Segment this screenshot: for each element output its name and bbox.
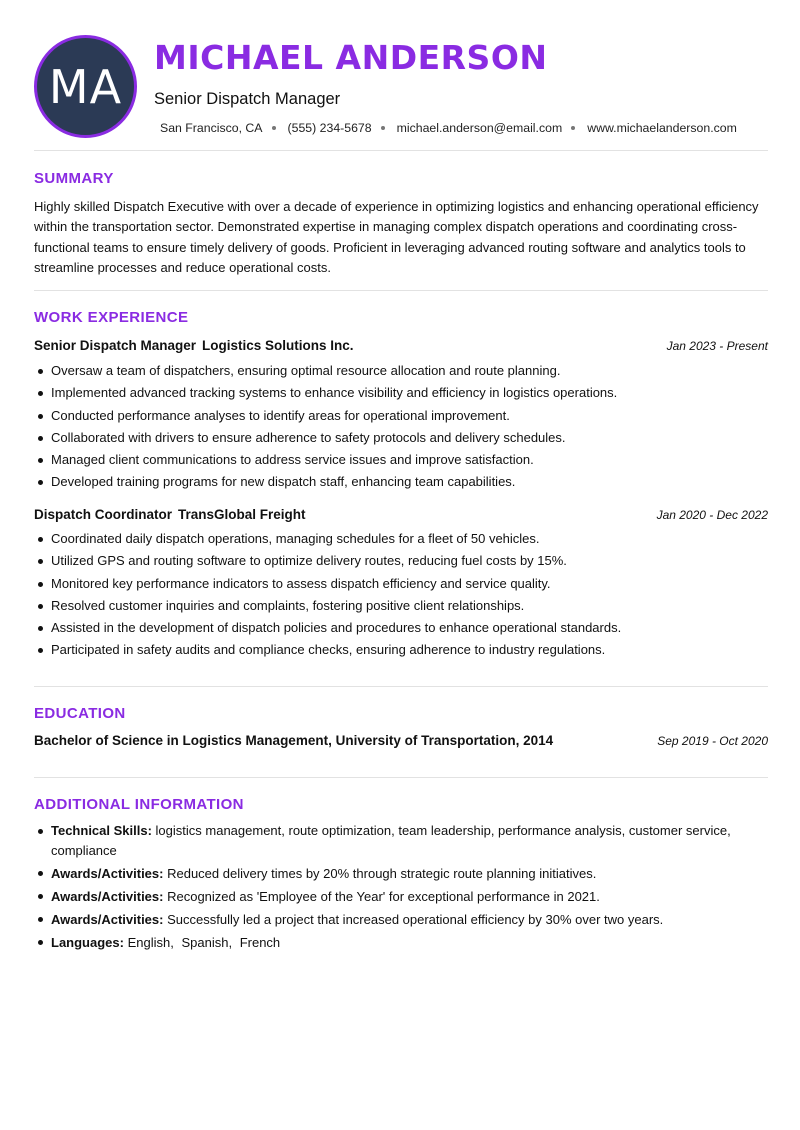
separator-dot-icon bbox=[381, 126, 385, 130]
contact-location: San Francisco, CA bbox=[160, 121, 263, 135]
item-text: Recognized as 'Employee of the Year' for exceptional performance in 2021. bbox=[167, 888, 600, 904]
list-item: Managed client communications to address service issues and improve satisfaction. bbox=[34, 449, 768, 471]
item-label: Awards/Activities: bbox=[51, 865, 164, 881]
contact-website[interactable]: www.michaelanderson.com bbox=[587, 121, 737, 135]
job-role-line bbox=[34, 507, 306, 522]
list-item: Conducted performance analyses to identify areas for operational improvement. bbox=[34, 405, 768, 427]
contact-line bbox=[160, 121, 737, 135]
language-value: French bbox=[239, 934, 281, 950]
additional-list bbox=[34, 821, 768, 956]
list-item bbox=[34, 821, 768, 860]
list-item: Monitored key performance indicators to assess dispatch efficiency and service quality. bbox=[34, 573, 768, 595]
list-item: Collaborated with drivers to ensure adherence to safety protocols and delivery schedules. bbox=[34, 427, 768, 449]
job-role: Dispatch Coordinator bbox=[34, 507, 173, 522]
list-item: Assisted in the development of dispatch policies and procedures to enhance operational standards. bbox=[34, 617, 768, 639]
experience-heading: WORK EXPERIENCE bbox=[34, 309, 189, 326]
list-item: Implemented advanced tracking systems to enhance visibility and efficiency in logistics operations. bbox=[34, 382, 768, 404]
list-item: Coordinated daily dispatch operations, managing schedules for a fleet of 50 vehicles. bbox=[34, 528, 768, 550]
education-degree: Bachelor of Science in Logistics Management, University of Transportation, 2014 bbox=[34, 733, 554, 748]
education-entry bbox=[34, 733, 768, 751]
resume-header bbox=[34, 35, 768, 140]
list-item: Resolved customer inquiries and complaints, fostering positive client relationships. bbox=[34, 595, 768, 617]
list-item: Developed training programs for new dispatch staff, enhancing team capabilities. bbox=[34, 471, 768, 493]
item-label: Awards/Activities: bbox=[51, 888, 164, 904]
candidate-title: Senior Dispatch Manager bbox=[154, 90, 341, 108]
avatar bbox=[34, 35, 137, 138]
job-header bbox=[34, 338, 768, 356]
item-label: Awards/Activities: bbox=[51, 911, 164, 927]
section-divider bbox=[34, 290, 768, 291]
job-bullet-list bbox=[34, 528, 768, 662]
languages-label: Languages: bbox=[51, 934, 124, 950]
summary-heading: SUMMARY bbox=[34, 170, 114, 187]
list-item: Utilized GPS and routing software to optimize delivery routes, reducing fuel costs by 15%. bbox=[34, 550, 768, 572]
job-company: TransGlobal Freight bbox=[178, 507, 306, 522]
education-heading: EDUCATION bbox=[34, 705, 126, 722]
list-item bbox=[34, 910, 768, 930]
language-value: English, bbox=[127, 934, 174, 950]
section-divider bbox=[34, 777, 768, 778]
job-role-line bbox=[34, 338, 354, 353]
job-dates: Jan 2020 - Dec 2022 bbox=[656, 508, 768, 522]
section-divider bbox=[34, 686, 768, 687]
section-divider bbox=[34, 150, 768, 151]
item-label: Technical Skills: bbox=[51, 823, 152, 838]
job-company: Logistics Solutions Inc. bbox=[202, 338, 354, 353]
education-dates: Sep 2019 - Oct 2020 bbox=[657, 734, 768, 748]
separator-dot-icon bbox=[272, 126, 276, 130]
job-bullet-list bbox=[34, 360, 768, 494]
job-header bbox=[34, 507, 768, 525]
contact-email[interactable]: michael.anderson@email.com bbox=[396, 121, 563, 135]
separator-dot-icon bbox=[571, 126, 575, 130]
item-text: Reduced delivery times by 20% through strategic route planning initiatives. bbox=[167, 865, 597, 881]
contact-phone: (555) 234-5678 bbox=[287, 121, 372, 135]
job-dates: Jan 2023 - Present bbox=[666, 339, 768, 353]
summary-text: Highly skilled Dispatch Executive with over a decade of experience in optimizing logistics and enhancing operational efficiency within the transportation sector. Demonstrated expertise in managing complex dispatch operations and coordinating cross-functional teams to ensure timely delivery of goods. Proficient in leveraging advanced routing software and analytics tools to streamline processes and reduce operational costs. bbox=[34, 199, 759, 275]
additional-heading: ADDITIONAL INFORMATION bbox=[34, 796, 244, 813]
candidate-name: MICHAEL ANDERSON bbox=[154, 38, 548, 77]
job-role: Senior Dispatch Manager bbox=[34, 338, 197, 353]
list-item bbox=[34, 864, 768, 884]
item-text: logistics management, route optimization, team leadership, performance analysis, customer service, compliance bbox=[51, 823, 731, 858]
list-item: Participated in safety audits and compliance checks, ensuring adherence to industry regulations. bbox=[34, 639, 768, 661]
list-item bbox=[34, 887, 768, 907]
avatar-initials: MA bbox=[48, 59, 123, 114]
list-item bbox=[34, 933, 768, 953]
list-item: Oversaw a team of dispatchers, ensuring optimal resource allocation and route planning. bbox=[34, 360, 768, 382]
language-value: Spanish, bbox=[181, 934, 233, 950]
item-text: Successfully led a project that increased operational efficiency by 30% over two years. bbox=[167, 911, 664, 927]
